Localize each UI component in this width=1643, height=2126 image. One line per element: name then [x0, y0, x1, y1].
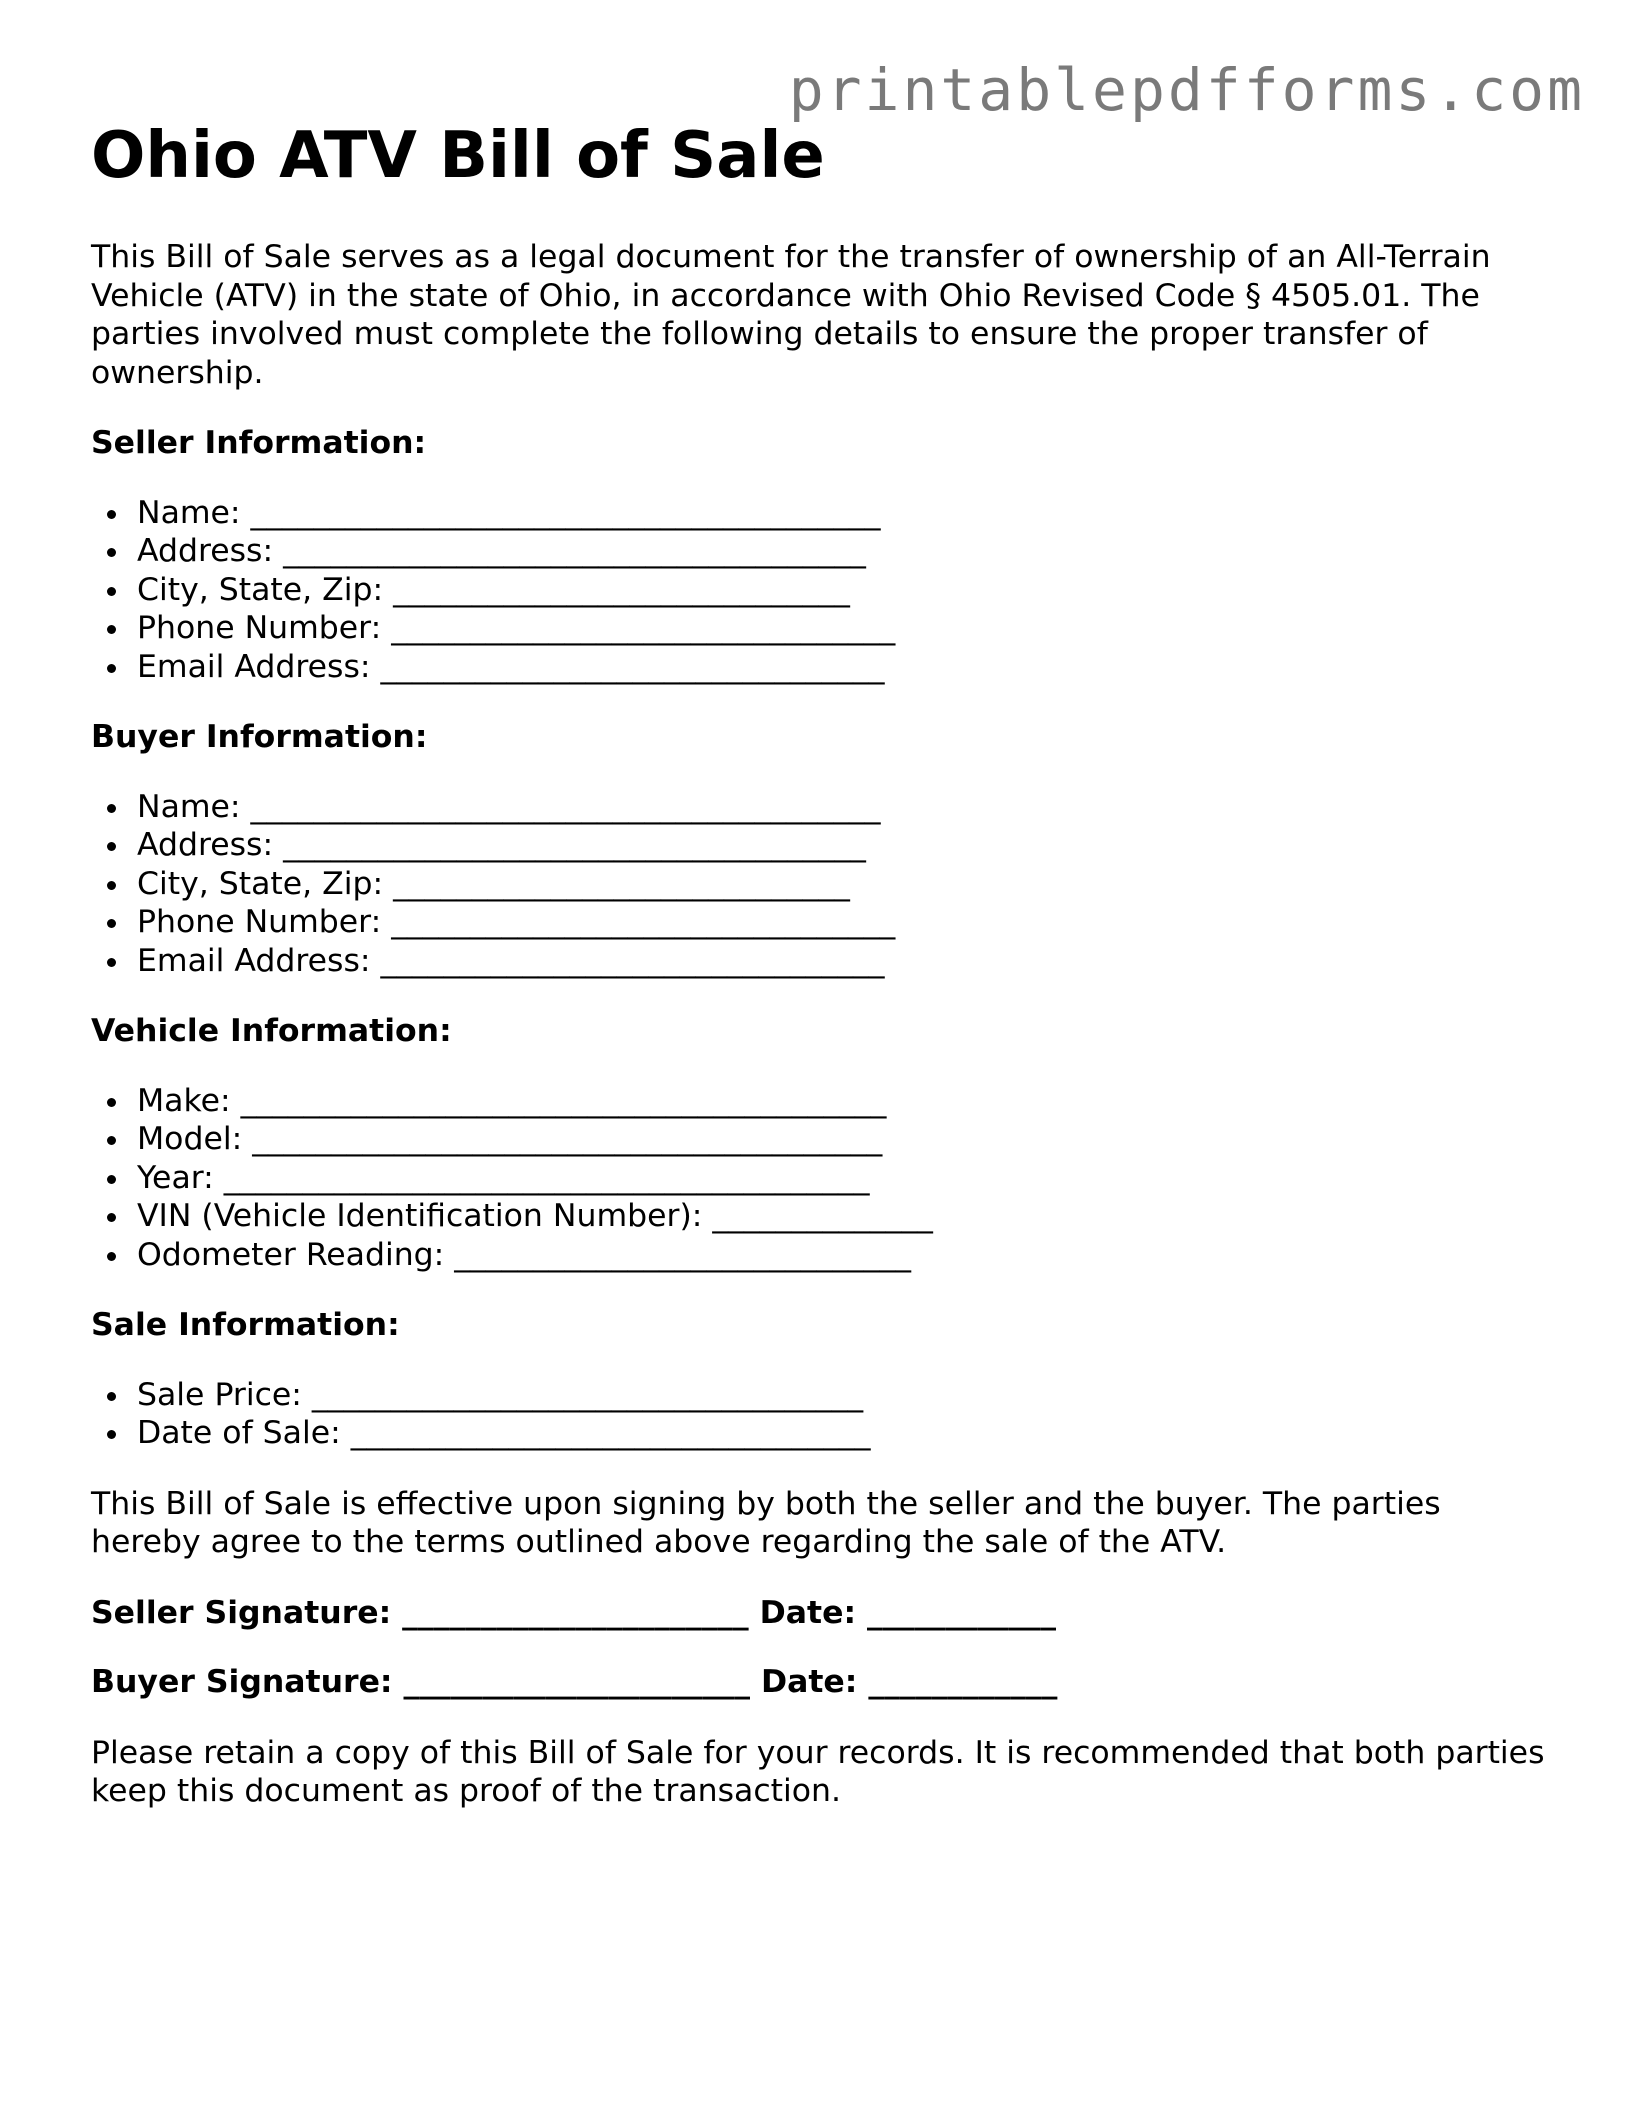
seller-name-field[interactable]: Name: ________________________________________	[137, 494, 1551, 533]
seller-signature-line[interactable]: Seller Signature: ______________________ Date: ____________	[91, 1594, 1057, 1631]
buyer-email-field[interactable]: Email Address: ________________________________	[137, 942, 1551, 981]
buyer-heading: Buyer Information:	[91, 719, 428, 755]
seller-section	[91, 424, 1551, 686]
sale-heading: Sale Information:	[91, 1307, 400, 1343]
seller-address-field[interactable]: Address: _____________________________________	[137, 532, 1551, 571]
vehicle-vin-field[interactable]: VIN (Vehicle Identification Number): ______________	[137, 1197, 1551, 1236]
seller-phone-field[interactable]: Phone Number: ________________________________	[137, 609, 1551, 648]
vehicle-model-field[interactable]: Model: ________________________________________	[137, 1120, 1551, 1159]
buyer-phone-field[interactable]: Phone Number: ________________________________	[137, 903, 1551, 942]
intro-paragraph: This Bill of Sale serves as a legal document for the transfer of ownership of an All-Terrain Vehicle (ATV) in the state of Ohio, in accordance with Ohio Revised Code § 4505.01. The parties involved must complete the following details to ensure the proper transfer of ownership.	[91, 239, 1491, 391]
effective-paragraph: This Bill of Sale is effective upon signing by both the seller and the buyer. The parties hereby agree to the terms outlined above regarding the sale of the ATV.	[91, 1485, 1441, 1560]
seller-city-state-zip-field[interactable]: City, State, Zip: _____________________________	[137, 571, 1551, 610]
sale-field-list	[91, 1376, 1551, 1453]
document-body	[91, 118, 1551, 1811]
buyer-signature-line[interactable]: Buyer Signature: ______________________ Date: ____________	[91, 1664, 1058, 1700]
seller-field-list	[91, 494, 1551, 687]
buyer-field-list	[91, 788, 1551, 981]
vehicle-section	[91, 1012, 1551, 1274]
vehicle-field-list	[91, 1082, 1551, 1275]
vehicle-year-field[interactable]: Year: _________________________________________	[137, 1159, 1551, 1198]
vehicle-heading: Vehicle Information:	[91, 1013, 452, 1049]
buyer-address-field[interactable]: Address: _____________________________________	[137, 826, 1551, 865]
buyer-section	[91, 718, 1551, 980]
seller-heading: Seller Information:	[91, 425, 427, 461]
vehicle-make-field[interactable]: Make: _________________________________________	[137, 1082, 1551, 1121]
vehicle-odometer-field[interactable]: Odometer Reading: _____________________________	[137, 1236, 1551, 1275]
buyer-city-state-zip-field[interactable]: City, State, Zip: _____________________________	[137, 865, 1551, 904]
sale-section	[91, 1306, 1551, 1453]
watermark: printablepdfforms.com	[788, 56, 1585, 124]
document-title: Ohio ATV Bill of Sale	[91, 119, 825, 193]
closing-paragraph: Please retain a copy of this Bill of Sale for your records. It is recommended that both parties keep this document as proof of the transaction.	[91, 1734, 1545, 1809]
sale-price-field[interactable]: Sale Price: ___________________________________	[137, 1376, 1551, 1415]
sale-date-field[interactable]: Date of Sale: _________________________________	[137, 1414, 1551, 1453]
buyer-name-field[interactable]: Name: ________________________________________	[137, 788, 1551, 827]
seller-email-field[interactable]: Email Address: ________________________________	[137, 648, 1551, 687]
